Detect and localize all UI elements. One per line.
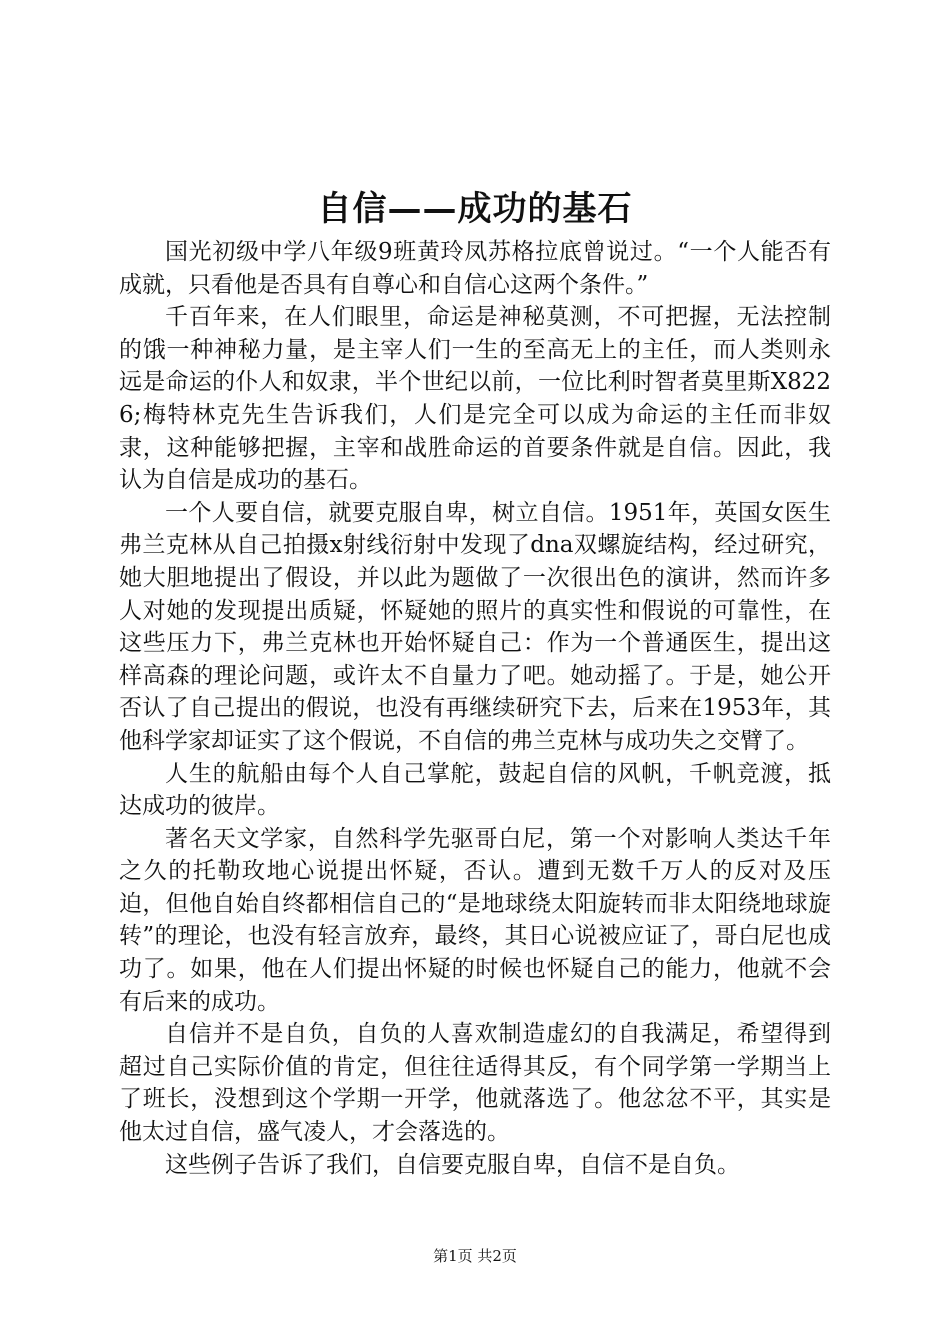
page-footer: 第1页 共2页 — [433, 1247, 517, 1265]
paragraph: 国光初级中学八年级9班黄玲凤苏格拉底曾说过。“一个人能否有成就，只看他是否具有自尊心和自信心这两个条件。” — [119, 239, 831, 298]
paragraph: 这些例子告诉了我们，自信要克服自卑，自信不是自负。 — [165, 1151, 740, 1178]
paragraph: 自信并不是自负，自负的人喜欢制造虚幻的自我满足，希望得到超过自己实际价值的肯定，但往往适得其反，有个同学第一学期当上了班长，没想到这个学期一开学，他就落选了。他忿忿不平，其实是他太过自信，盛气凌人，才会落选的。 — [119, 1021, 831, 1146]
paragraph: 千百年来，在人们眼里，命运是神秘莫测，不可把握，无法控制的饿一种神秘力量，是主宰人们一生的至高无上的主任，而人类则永远是命运的仆人和奴隶，半个世纪以前，一位比利时智者莫里斯X8226;梅特林克先生告诉我们，人们是完全可以成为命运的主任而非奴隶，这种能够把握，主宰和战胜命运的首要条件就是自信。因此，我认为自信是成功的基石。 — [119, 304, 831, 494]
paragraph: 一个人要自信，就要克服自卑，树立自信。1951年，英国女医生弗兰克林从自己拍摄x射线衍射中发现了dna双螺旋结构，经过研究，她大胆地提出了假设，并以此为题做了一次很出色的演讲，然而许多人对她的发现提出质疑，怀疑她的照片的真实性和假说的可靠性，在这些压力下，弗兰克林也开始怀疑自己：作为一个普通医生，提出这样高森的理论问题，或许太不自量力了吧。她动摇了。于是，她公开否认了自己提出的假说，也没有再继续研究下去，后来在1953年，其他科学家却证实了这个假说，不自信的弗兰克林与成功失之交臂了。 — [119, 499, 831, 754]
document-body — [119, 236, 831, 1181]
paragraph: 著名天文学家，自然科学先驱哥白尼，第一个对影响人类达千年之久的托勒玫地心说提出怀疑，否认。遭到无数千万人的反对及压迫，但他自始自终都相信自己的“是地球绕太阳旋转而非太阳绕地球旋转”的理论，也没有轻言放弃，最终，其日心说被应证了，哥白尼也成功了。如果，他在人们提出怀疑的时候也怀疑自己的能力，他就不会有后来的成功。 — [119, 825, 831, 1015]
paragraph: 人生的航船由每个人自己掌舵，鼓起自信的风帆，千帆竞渡，抵达成功的彼岸。 — [119, 760, 831, 820]
document-title: 自信——成功的基石 — [317, 189, 633, 229]
